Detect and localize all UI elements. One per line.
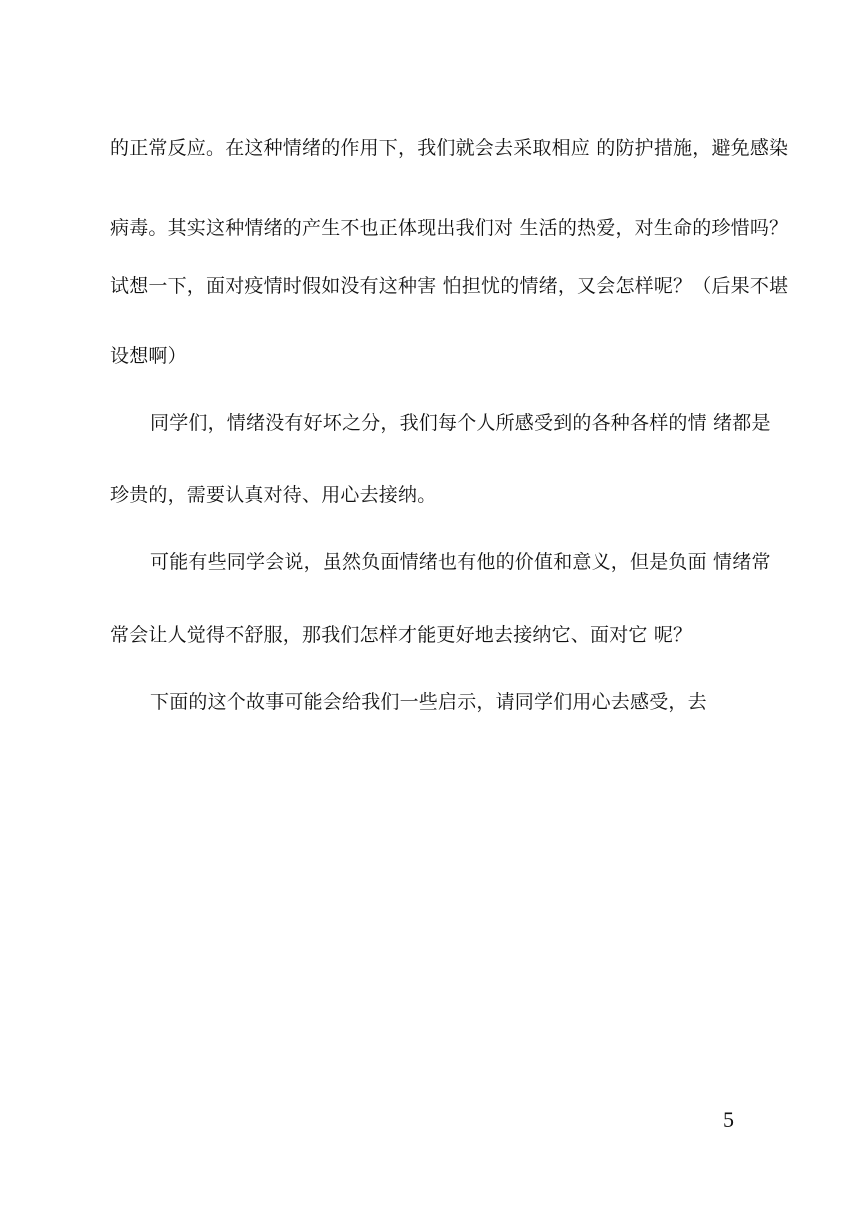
text-line: 的正常反应。在这种情绪的作用下，我们就会去采取相应 的防护措施，避免感染 (110, 137, 789, 159)
paragraph-start-line: 可能有些同学会说，虽然负面情绪也有他的价值和意义，但是负面 情绪常 (150, 551, 771, 573)
text-line: 常会让人觉得不舒服，那我们怎样才能更好地去接纳它、面对它 呢？ (110, 624, 693, 646)
text-line: 病毒。其实这种情绪的产生不也正体现出我们对 生活的热爱，对生命的珍惜吗？ (110, 217, 789, 239)
text-line: 珍贵的，需要认真对待、用心去接纳。 (110, 484, 437, 506)
paragraph-start-line: 下面的这个故事可能会给我们一些启示，请同学们用心去感受，去 (150, 691, 707, 713)
text-line: 设想啊） (110, 345, 187, 367)
page-number: 5 (723, 1107, 734, 1132)
paragraph-start-line: 同学们，情绪没有好坏之分，我们每个人所感受到的各种各样的情 绪都是 (150, 412, 771, 434)
text-line: 试想一下，面对疫情时假如没有这种害 怕担忧的情绪，又会怎样呢？（后果不堪 (110, 275, 789, 297)
